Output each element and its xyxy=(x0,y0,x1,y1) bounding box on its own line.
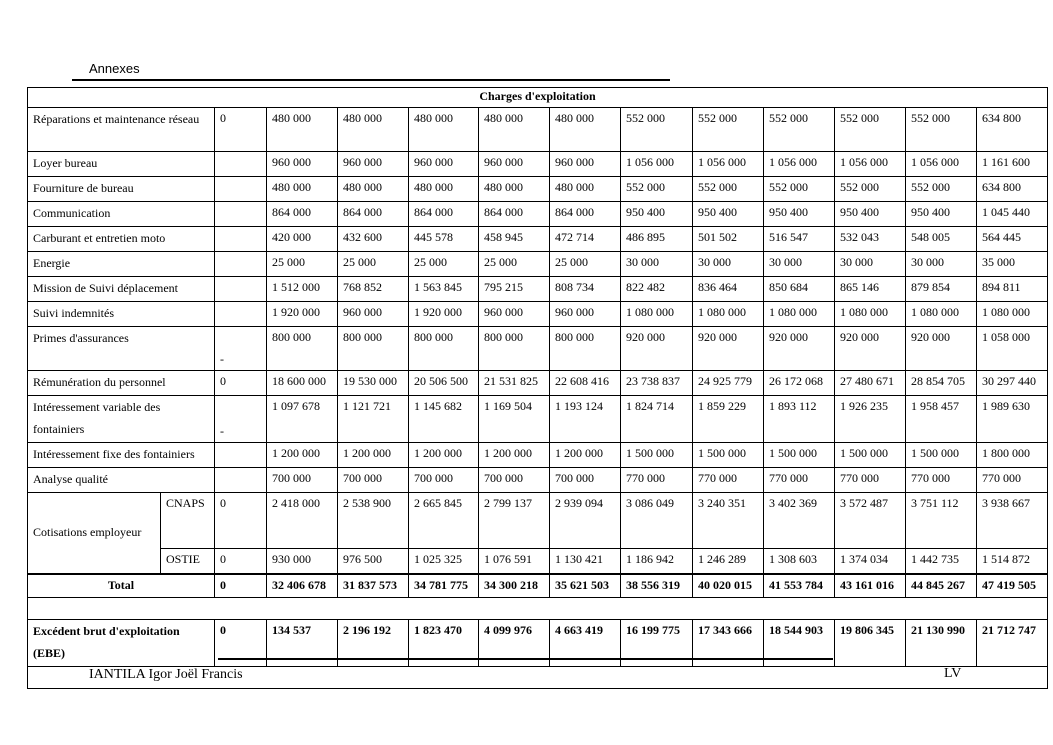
value-cell: 1 169 504 xyxy=(479,396,550,443)
value-cell: 34 781 775 xyxy=(409,574,479,598)
value-cell: 25 000 xyxy=(338,252,409,277)
value-cell: 486 895 xyxy=(621,227,693,252)
value-cell: 30 000 xyxy=(764,252,835,277)
row-label: Mission de Suivi déplacement xyxy=(28,277,215,302)
value-cell: 26 172 068 xyxy=(764,371,835,396)
value-cell: 800 000 xyxy=(550,327,621,371)
value-cell: 1 045 440 xyxy=(977,202,1048,227)
table-row xyxy=(28,371,1048,396)
value-cell: 864 000 xyxy=(267,202,338,227)
value-cell: 21 531 825 xyxy=(479,371,550,396)
value-cell: 1 824 714 xyxy=(621,396,693,443)
value-cell: 21 712 747 xyxy=(977,620,1048,667)
year0-cell: - xyxy=(215,396,267,443)
table-row xyxy=(28,302,1048,327)
value-cell: 2 418 000 xyxy=(267,493,338,549)
value-cell: 432 600 xyxy=(338,227,409,252)
row-label: Rémunération du personnel xyxy=(28,371,215,396)
value-cell: 25 000 xyxy=(409,252,479,277)
value-cell: 960 000 xyxy=(338,152,409,177)
value-cell: 960 000 xyxy=(479,152,550,177)
value-cell: 3 572 487 xyxy=(835,493,906,549)
value-cell: 960 000 xyxy=(267,152,338,177)
value-cell: 634 800 xyxy=(977,177,1048,202)
sub-row-label: CNAPS xyxy=(161,493,215,549)
value-cell: 3 402 369 xyxy=(764,493,835,549)
value-cell: 3 240 351 xyxy=(693,493,764,549)
value-cell: 920 000 xyxy=(693,327,764,371)
value-cell: 864 000 xyxy=(338,202,409,227)
value-cell: 552 000 xyxy=(906,177,977,202)
table-row xyxy=(28,327,1048,371)
value-cell: 552 000 xyxy=(835,177,906,202)
value-cell: 1 514 872 xyxy=(977,549,1048,574)
value-cell: 480 000 xyxy=(550,108,621,152)
row-label: Suivi indemnités xyxy=(28,302,215,327)
page-number: LV xyxy=(944,666,962,681)
value-cell: 18 600 000 xyxy=(267,371,338,396)
value-cell: 480 000 xyxy=(479,177,550,202)
value-cell: 960 000 xyxy=(479,302,550,327)
year0-cell: 0 xyxy=(215,549,267,574)
value-cell: 1 920 000 xyxy=(409,302,479,327)
year0-cell xyxy=(215,177,267,202)
value-cell: 27 480 671 xyxy=(835,371,906,396)
value-cell: 552 000 xyxy=(621,177,693,202)
value-cell: 23 738 837 xyxy=(621,371,693,396)
value-cell: 1 246 289 xyxy=(693,549,764,574)
spacer-row xyxy=(28,598,1048,620)
value-cell: 930 000 xyxy=(267,549,338,574)
charges-table xyxy=(27,87,1048,689)
value-cell: 22 608 416 xyxy=(550,371,621,396)
total-row xyxy=(28,574,1048,598)
sub-row-label: OSTIE xyxy=(161,549,215,574)
year0-cell: 0 xyxy=(215,493,267,549)
row-label: Energie xyxy=(28,252,215,277)
row-label: Primes d'assurances xyxy=(28,327,215,371)
table-title: Charges d'exploitation xyxy=(28,88,1048,108)
value-cell: 38 556 319 xyxy=(621,574,693,598)
table-row xyxy=(28,202,1048,227)
value-cell: 2 196 192 xyxy=(338,620,409,667)
table-row xyxy=(28,252,1048,277)
value-cell: 17 343 666 xyxy=(693,620,764,667)
value-cell: 2 665 845 xyxy=(409,493,479,549)
value-cell: 1 200 000 xyxy=(267,443,338,468)
value-cell: 1 056 000 xyxy=(621,152,693,177)
value-cell: 1 920 000 xyxy=(267,302,338,327)
value-cell: 864 000 xyxy=(409,202,479,227)
value-cell: 808 734 xyxy=(550,277,621,302)
year0-cell xyxy=(215,152,267,177)
value-cell: 532 043 xyxy=(835,227,906,252)
value-cell: 548 005 xyxy=(906,227,977,252)
value-cell: 894 811 xyxy=(977,277,1048,302)
table-row xyxy=(28,277,1048,302)
value-cell: 25 000 xyxy=(479,252,550,277)
year0-cell xyxy=(215,302,267,327)
value-cell: 40 020 015 xyxy=(693,574,764,598)
row-label: Cotisations employeur xyxy=(28,493,161,574)
value-cell: 480 000 xyxy=(267,108,338,152)
value-cell: 480 000 xyxy=(338,177,409,202)
value-cell: 1 080 000 xyxy=(621,302,693,327)
footer-rule xyxy=(218,658,833,660)
value-cell: 480 000 xyxy=(338,108,409,152)
value-cell: 1 200 000 xyxy=(338,443,409,468)
value-cell: 864 000 xyxy=(550,202,621,227)
value-cell: 1 056 000 xyxy=(906,152,977,177)
value-cell: 920 000 xyxy=(621,327,693,371)
value-cell: 30 000 xyxy=(693,252,764,277)
table-row xyxy=(28,177,1048,202)
value-cell: 1 076 591 xyxy=(479,549,550,574)
value-cell: 850 684 xyxy=(764,277,835,302)
value-cell: 1 200 000 xyxy=(550,443,621,468)
value-cell: 1 500 000 xyxy=(693,443,764,468)
value-cell: 1 056 000 xyxy=(835,152,906,177)
value-cell: 20 506 500 xyxy=(409,371,479,396)
value-cell: 920 000 xyxy=(835,327,906,371)
value-cell: 3 086 049 xyxy=(621,493,693,549)
table-row xyxy=(28,108,1048,152)
value-cell: 552 000 xyxy=(693,108,764,152)
value-cell: 21 130 990 xyxy=(906,620,977,667)
value-cell: 2 538 900 xyxy=(338,493,409,549)
row-label: Communication xyxy=(28,202,215,227)
value-cell: 700 000 xyxy=(479,468,550,493)
value-cell: 2 799 137 xyxy=(479,493,550,549)
value-cell: 950 400 xyxy=(835,202,906,227)
value-cell: 1 080 000 xyxy=(906,302,977,327)
value-cell: 700 000 xyxy=(550,468,621,493)
value-cell: 1 374 034 xyxy=(835,549,906,574)
year0-cell: 0 xyxy=(215,574,267,598)
header-rule xyxy=(72,79,670,81)
value-cell: 30 000 xyxy=(906,252,977,277)
value-cell: 960 000 xyxy=(550,302,621,327)
table-row xyxy=(28,227,1048,252)
value-cell: 768 852 xyxy=(338,277,409,302)
value-cell: 16 199 775 xyxy=(621,620,693,667)
value-cell: 472 714 xyxy=(550,227,621,252)
value-cell: 134 537 xyxy=(267,620,338,667)
value-cell: 24 925 779 xyxy=(693,371,764,396)
value-cell: 1 121 721 xyxy=(338,396,409,443)
value-cell: 25 000 xyxy=(550,252,621,277)
year0-cell: 0 xyxy=(215,108,267,152)
value-cell: 3 938 667 xyxy=(977,493,1048,549)
value-cell: 25 000 xyxy=(267,252,338,277)
value-cell: 950 400 xyxy=(906,202,977,227)
row-label: Réparations et maintenance réseau xyxy=(28,108,215,152)
value-cell: 480 000 xyxy=(550,177,621,202)
value-cell: 770 000 xyxy=(764,468,835,493)
table-row xyxy=(28,396,1048,443)
value-cell: 800 000 xyxy=(267,327,338,371)
value-cell: 950 400 xyxy=(621,202,693,227)
value-cell: 634 800 xyxy=(977,108,1048,152)
value-cell: 19 530 000 xyxy=(338,371,409,396)
value-cell: 1 186 942 xyxy=(621,549,693,574)
value-cell: 480 000 xyxy=(409,108,479,152)
table-row xyxy=(28,152,1048,177)
value-cell: 47 419 505 xyxy=(977,574,1048,598)
row-label: Total xyxy=(28,574,215,598)
value-cell: 516 547 xyxy=(764,227,835,252)
value-cell: 458 945 xyxy=(479,227,550,252)
value-cell: 1 080 000 xyxy=(764,302,835,327)
year0-cell xyxy=(215,202,267,227)
value-cell: 1 097 678 xyxy=(267,396,338,443)
value-cell: 18 544 903 xyxy=(764,620,835,667)
value-cell: 822 482 xyxy=(621,277,693,302)
row-label: Carburant et entretien moto xyxy=(28,227,215,252)
year0-cell xyxy=(215,252,267,277)
row-label: Fourniture de bureau xyxy=(28,177,215,202)
value-cell: 800 000 xyxy=(479,327,550,371)
value-cell: 1 193 124 xyxy=(550,396,621,443)
value-cell: 960 000 xyxy=(550,152,621,177)
value-cell: 920 000 xyxy=(764,327,835,371)
value-cell: 3 751 112 xyxy=(906,493,977,549)
value-cell: 950 400 xyxy=(693,202,764,227)
value-cell: 480 000 xyxy=(267,177,338,202)
value-cell: 700 000 xyxy=(267,468,338,493)
row-label: Excédent brut d'exploitation (EBE) xyxy=(28,620,215,667)
value-cell: 32 406 678 xyxy=(267,574,338,598)
value-cell: 770 000 xyxy=(621,468,693,493)
value-cell: 552 000 xyxy=(906,108,977,152)
value-cell: 564 445 xyxy=(977,227,1048,252)
section-header: Annexes xyxy=(89,61,140,76)
value-cell: 1 926 235 xyxy=(835,396,906,443)
year0-cell xyxy=(215,277,267,302)
value-cell: 1 800 000 xyxy=(977,443,1048,468)
value-cell: 41 553 784 xyxy=(764,574,835,598)
empty-cell xyxy=(28,598,1048,620)
value-cell: 30 297 440 xyxy=(977,371,1048,396)
value-cell: 1 058 000 xyxy=(977,327,1048,371)
row-label: Intéressement variable des fontainiers xyxy=(28,396,215,443)
value-cell: 480 000 xyxy=(479,108,550,152)
value-cell: 445 578 xyxy=(409,227,479,252)
value-cell: 35 621 503 xyxy=(550,574,621,598)
value-cell: 1 563 845 xyxy=(409,277,479,302)
value-cell: 2 939 094 xyxy=(550,493,621,549)
table-row xyxy=(28,443,1048,468)
value-cell: 19 806 345 xyxy=(835,620,906,667)
year0-cell: 0 xyxy=(215,620,267,667)
value-cell: 795 215 xyxy=(479,277,550,302)
value-cell: 28 854 705 xyxy=(906,371,977,396)
value-cell: 864 000 xyxy=(479,202,550,227)
table-row xyxy=(28,468,1048,493)
value-cell: 960 000 xyxy=(338,302,409,327)
value-cell: 1 512 000 xyxy=(267,277,338,302)
table-row xyxy=(28,493,1048,549)
value-cell: 800 000 xyxy=(338,327,409,371)
value-cell: 1 080 000 xyxy=(977,302,1048,327)
value-cell: 4 099 976 xyxy=(479,620,550,667)
value-cell: 31 837 573 xyxy=(338,574,409,598)
value-cell: 1 859 229 xyxy=(693,396,764,443)
value-cell: 1 056 000 xyxy=(693,152,764,177)
value-cell: 865 146 xyxy=(835,277,906,302)
year0-cell xyxy=(215,468,267,493)
value-cell: 770 000 xyxy=(906,468,977,493)
value-cell: 35 000 xyxy=(977,252,1048,277)
row-label: Intéressement fixe des fontainiers xyxy=(28,443,215,468)
value-cell: 30 000 xyxy=(835,252,906,277)
value-cell: 480 000 xyxy=(409,177,479,202)
year0-cell: - xyxy=(215,327,267,371)
value-cell: 1 500 000 xyxy=(835,443,906,468)
value-cell: 950 400 xyxy=(764,202,835,227)
value-cell: 920 000 xyxy=(906,327,977,371)
value-cell: 1 500 000 xyxy=(906,443,977,468)
value-cell: 976 500 xyxy=(338,549,409,574)
value-cell: 1 025 325 xyxy=(409,549,479,574)
value-cell: 770 000 xyxy=(835,468,906,493)
value-cell: 552 000 xyxy=(835,108,906,152)
value-cell: 1 200 000 xyxy=(409,443,479,468)
value-cell: 1 161 600 xyxy=(977,152,1048,177)
value-cell: 1 500 000 xyxy=(621,443,693,468)
value-cell: 30 000 xyxy=(621,252,693,277)
value-cell: 34 300 218 xyxy=(479,574,550,598)
year0-cell: 0 xyxy=(215,371,267,396)
value-cell: 43 161 016 xyxy=(835,574,906,598)
value-cell: 700 000 xyxy=(338,468,409,493)
value-cell: 1 130 421 xyxy=(550,549,621,574)
year0-cell xyxy=(215,227,267,252)
value-cell: 1 080 000 xyxy=(835,302,906,327)
value-cell: 552 000 xyxy=(693,177,764,202)
value-cell: 1 989 630 xyxy=(977,396,1048,443)
value-cell: 879 854 xyxy=(906,277,977,302)
value-cell: 836 464 xyxy=(693,277,764,302)
value-cell: 552 000 xyxy=(764,108,835,152)
value-cell: 1 442 735 xyxy=(906,549,977,574)
value-cell: 1 200 000 xyxy=(479,443,550,468)
value-cell: 1 308 603 xyxy=(764,549,835,574)
value-cell: 44 845 267 xyxy=(906,574,977,598)
value-cell: 700 000 xyxy=(409,468,479,493)
value-cell: 501 502 xyxy=(693,227,764,252)
year0-cell xyxy=(215,443,267,468)
value-cell: 552 000 xyxy=(621,108,693,152)
value-cell: 1 145 682 xyxy=(409,396,479,443)
value-cell: 4 663 419 xyxy=(550,620,621,667)
row-label: Loyer bureau xyxy=(28,152,215,177)
footer-author: IANTILA Igor Joël Francis xyxy=(89,667,243,682)
value-cell: 1 080 000 xyxy=(693,302,764,327)
value-cell: 420 000 xyxy=(267,227,338,252)
value-cell: 960 000 xyxy=(409,152,479,177)
value-cell: 1 823 470 xyxy=(409,620,479,667)
value-cell: 800 000 xyxy=(409,327,479,371)
value-cell: 1 893 112 xyxy=(764,396,835,443)
row-label: Analyse qualité xyxy=(28,468,215,493)
table-row xyxy=(28,549,1048,574)
value-cell: 1 056 000 xyxy=(764,152,835,177)
value-cell: 770 000 xyxy=(693,468,764,493)
value-cell: 1 958 457 xyxy=(906,396,977,443)
value-cell: 770 000 xyxy=(977,468,1048,493)
value-cell: 1 500 000 xyxy=(764,443,835,468)
value-cell: 552 000 xyxy=(764,177,835,202)
